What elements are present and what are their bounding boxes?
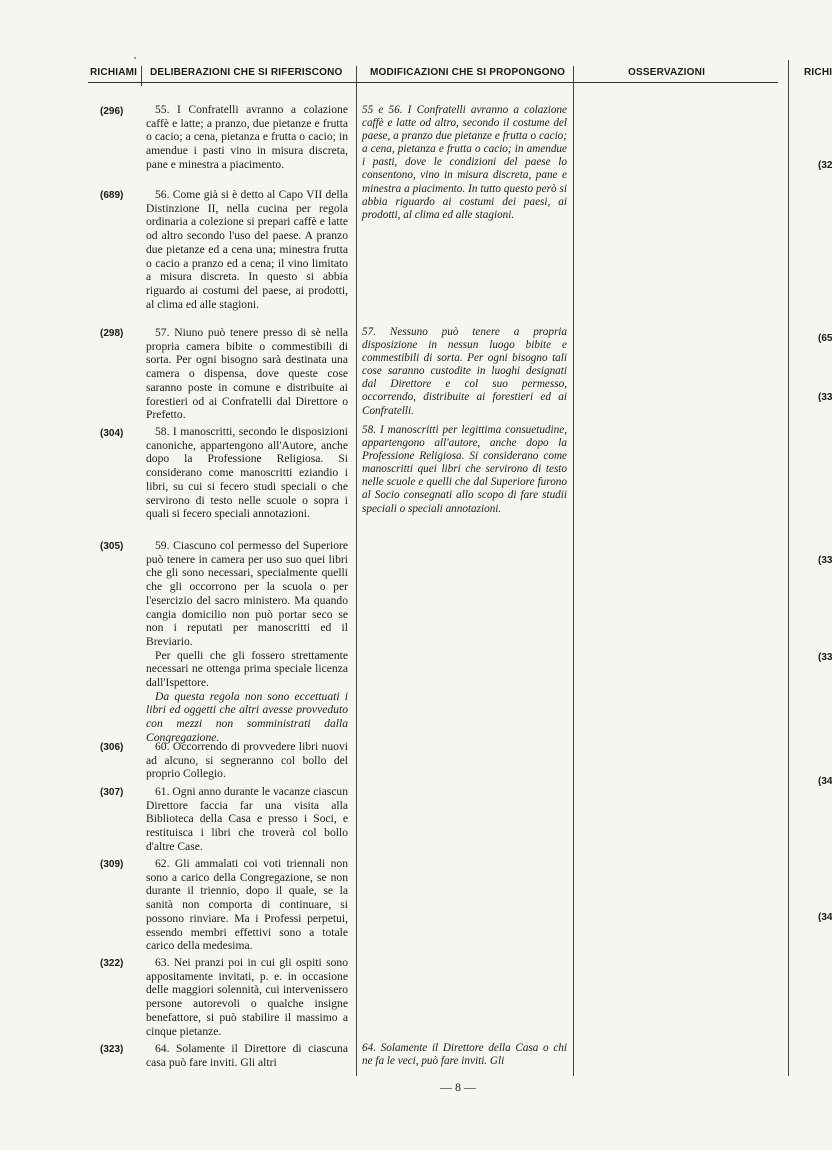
- deliberation-text: [146, 740, 348, 781]
- column-divider-deliberazioni: [356, 66, 357, 1076]
- deliberation-paragraph: 56. Come già si è detto al Capo VII della Distinzione II, nella cucina per regola ordinaria a colezione si prepari caffè e latte od altro secondo l'uso del paese. A pranzo due pietanze ed a cena una; minestra frutta o cacio a pranzo ed a cena; il vino limitato a misura discreta. In questo si abbia riguardo ai costumi del paese, ai prodotti, al clima ed alle stagioni.: [146, 188, 348, 311]
- header-modificazioni: MODIFICAZIONI CHE SI PROPONGONO: [370, 67, 566, 78]
- right-margin-ref: (34: [818, 776, 832, 787]
- deliberation-text: [146, 1042, 348, 1069]
- deliberation-text: [146, 785, 348, 854]
- deliberation-text: [146, 425, 348, 521]
- row-ref: (689): [100, 190, 124, 201]
- modification-text: 57. Nessuno può tenere a propria disposizione in nessun luogo bibite e commestibili di sorta. Per ogni bisogno tali cose saranno custodite in luoghi designati dal Direttore e col suo permesso, occorrendo, distribuite ai forestieri ed ai Confratelli.: [362, 326, 567, 417]
- deliberation-paragraph: 59. Ciascuno col permesso del Superiore può tenere in camera per uso suo quei libri che gli sono necessari, specialmente quelli che gli occorrono per la scuola o per l'esercizio del sacro ministero. Ma quando cangia domicilio non può portar seco se non i reputati per manoscritti ed il Breviario.: [146, 539, 348, 648]
- modification-text: 64. Solamente il Direttore della Casa o chi ne fa le veci, può fare inviti. Gli: [362, 1042, 567, 1068]
- deliberation-text: [146, 103, 348, 172]
- column-divider-modificazioni: [573, 66, 574, 1076]
- row-ref: (296): [100, 106, 124, 117]
- deliberation-paragraph: 61. Ogni anno durante le vacanze ciascun Direttore faccia far una visita alla Biblioteca della Casa e presso i Soci, e restituisca i libri che troverà col bollo d'altre Case.: [146, 785, 348, 853]
- modification-text: 55 e 56. I Confratelli avranno a colazione caffè e latte od altro, secondo il costume del paese, a pranzo due pietanze e frutta o cacio; a cena, pietanza e frutta o cacio; in amendue i pasti, dove le condizioni del paese lo consentono, vino in misura discreta, pane e minestra a piacimento. In tutto questo però si abbia riguardo ai costumi dei paesi, ai prodotti, al clima ed alle stagioni.: [362, 104, 567, 221]
- deliberation-text: [146, 326, 348, 422]
- page-number: — 8 —: [440, 1080, 476, 1094]
- deliberation-paragraph: 62. Gli ammalati coi voti triennali non sono a carico della Congregazione, se non durante il triennio, dopo il quale, se la sanità non comporta di continuare, si possono rinviare. Ma i Professi perpetui, essendo membri effettivi sono a totale carico della medesima.: [146, 857, 348, 953]
- right-margin-ref: (34: [818, 912, 832, 923]
- header-richiami-right: RICHI: [804, 67, 832, 78]
- right-margin-ref: (33: [818, 555, 832, 566]
- right-margin-ref: (32: [818, 160, 832, 171]
- header-osservazioni: OSSERVAZIONI: [628, 67, 706, 78]
- column-divider-osservazioni: [788, 60, 789, 1076]
- row-ref: (306): [100, 742, 124, 753]
- right-margin-ref: (33: [818, 652, 832, 663]
- right-margin-ref: (65: [818, 333, 832, 344]
- row-ref: (309): [100, 859, 124, 870]
- row-ref: (305): [100, 541, 124, 552]
- deliberation-paragraph: 60. Occorrendo di provvedere libri nuovi ad alcuno, si segneranno col bollo del proprio Collegio.: [146, 740, 348, 781]
- right-margin-ref: (33: [818, 392, 832, 403]
- deliberation-paragraph: Per quelli che gli fossero strettamente necessari ne ottenga prima speciale licenza dall'Ispettore.: [146, 648, 348, 690]
- deliberation-text: [146, 188, 348, 311]
- modification-text: 58. I manoscritti per legittima consuetudine, appartengono all'autore, anche dopo la Professione Religiosa. Si considerano come manoscritti quei libri che servirono di testo nelle scuole e quelli che dal Superiore furono al Socio consegnati allo scopo di fare studii speciali o speciali annotazioni.: [362, 424, 567, 515]
- deliberation-paragraph: 64. Solamente il Direttore di ciascuna casa può fare inviti. Gli altri: [146, 1042, 348, 1069]
- deliberation-paragraph: 63. Nei pranzi poi in cui gli ospiti sono appositamente invitati, p. e. in occasione delle maggiori solennità, cui intervenissero persone autorevoli o qualche insigne benefattore, si può stabilire il massimo a cinque pietanze.: [146, 956, 348, 1038]
- deliberation-text: [146, 857, 348, 953]
- row-ref: (307): [100, 787, 124, 798]
- deliberation-text: [146, 539, 348, 745]
- row-ref: (322): [100, 958, 124, 969]
- row-ref: (304): [100, 428, 124, 439]
- deliberation-paragraph: 55. I Confratelli avranno a colazione caffè e latte; a pranzo, due pietanze e frutta o cacio; a cena, pietanza e frutta o cacio; in amendue i pasti vino in misura discreta, pane e minestra a piacimento.: [146, 103, 348, 171]
- column-divider-ref: [141, 66, 142, 86]
- deliberation-paragraph: 57. Niuno può tenere presso di sè nella propria camera bibite o commestibili di sorta. Per ogni bisogno sarà destinata una camera o dispensa, dove queste cose saranno poste in comune e distribuite ai forestieri od ai Confratelli dal Direttore o Prefetto.: [146, 326, 348, 422]
- deliberation-note: Da questa regola non sono eccettuati i libri ed oggetti che altri avesse provveduto con mezzi non somministrati dalla Congregazione.: [146, 689, 348, 744]
- deliberation-text: [146, 956, 348, 1038]
- row-ref: (298): [100, 328, 124, 339]
- header-richiami: RICHIAMI: [90, 67, 138, 78]
- header-deliberazioni: DELIBERAZIONI CHE SI RIFERISCONO: [150, 67, 343, 78]
- scan-speck: [134, 57, 136, 59]
- row-ref: (323): [100, 1044, 124, 1055]
- deliberation-paragraph: 58. I manoscritti, secondo le disposizioni canoniche, appartengono all'Autore, anche dopo la Professione Religiosa. Si considerano come manoscritti eziandio i libri, su cui si fecero studi speciali o che servirono di testo nelle scuole o sopra i quali si fecero speciali annotazioni.: [146, 425, 348, 521]
- header-rule: [88, 82, 778, 83]
